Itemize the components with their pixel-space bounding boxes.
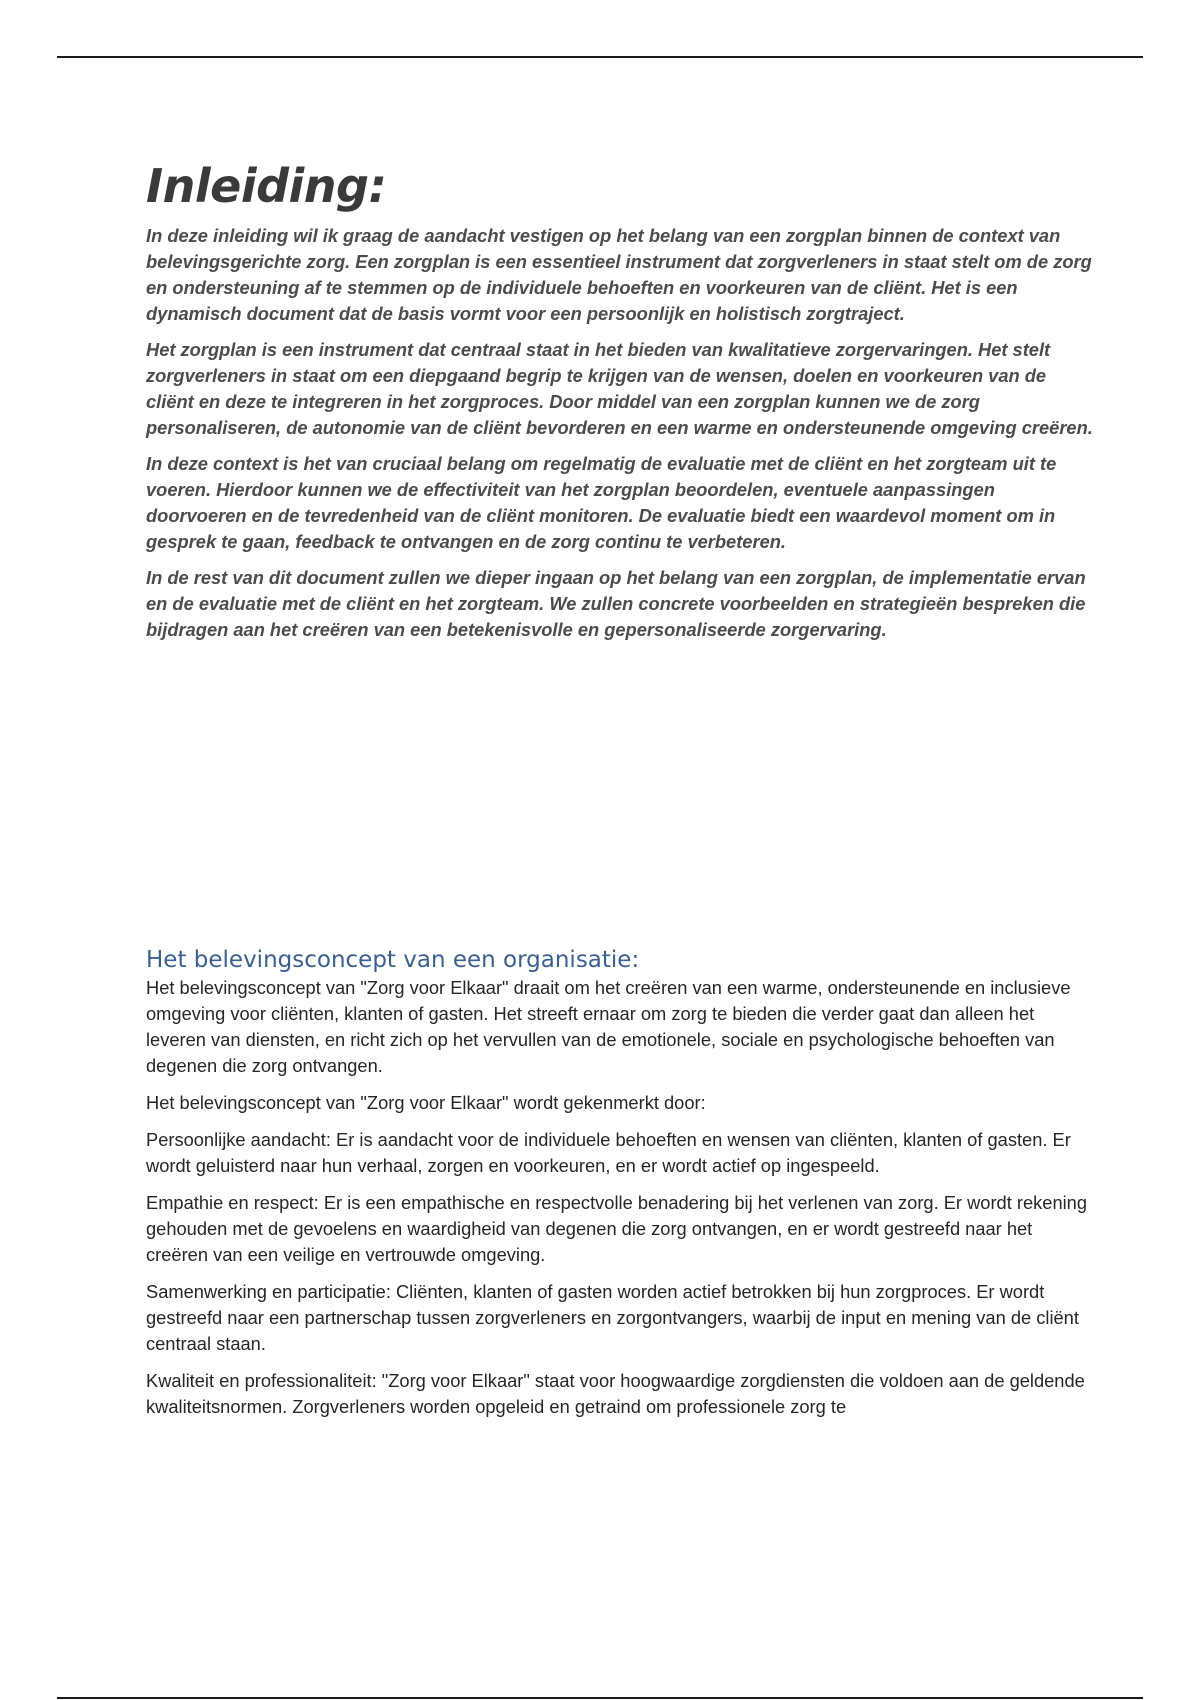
- intro-paragraph-3: In deze context is het van cruciaal belang om regelmatig de evaluatie met de cliënt en het zorgteam uit te voeren. Hierdoor kunnen we de effectiviteit van het zorgplan beoordelen, eventuele aanpassingen doorvoeren en de tevredenheid van de cliënt monitoren. De evaluatie biedt een waardevol moment om in gesprek te gaan, feedback te ontvangen en de zorg continu te verbeteren.: [146, 452, 1057, 552]
- header-rule: [57, 56, 1143, 58]
- section-paragraph-2: Het belevingsconcept van "Zorg voor Elkaar" wordt gekenmerkt door:: [146, 1092, 706, 1113]
- intro-paragraph-2: Het zorgplan is een instrument dat centraal staat in het bieden van kwalitatieve zorgervaringen. Het stelt zorgverleners in staat om een diepgaand begrip te krijgen van de wensen, doelen en voorkeuren van de cliënt en deze te integreren in het zorgproces. Door middel van een zorgplan kunnen we de zorg personaliseren, de autonomie van de cliënt bevorderen en een warme en ondersteunende omgeving creëren.: [146, 338, 1093, 438]
- section-paragraph-4: Empathie en respect: Er is een empathische en respectvolle benadering bij het verlenen van zorg. Er wordt rekening gehouden met de gevoelens en waardigheid van degenen die zorg ontvangen, en er wordt gestreefd naar het creëren van een veilige en vertrouwde omgeving.: [146, 1192, 1088, 1265]
- footer-rule: [57, 1697, 1143, 1699]
- section-paragraph-6: Kwaliteit en professionaliteit: "Zorg voor Elkaar" staat voor hoogwaardige zorgdiensten die voldoen aan de geldende kwaliteitsnormen. Zorgverleners worden opgeleid en getraind om professionele zorg te: [146, 1370, 1085, 1417]
- intro-paragraph-4: In de rest van dit document zullen we dieper ingaan op het belang van een zorgplan, de implementatie ervan en de evaluatie met de cliënt en het zorgteam. We zullen concrete voorbeelden en strategieën bespreken die bijdragen aan het creëren van een betekenisvolle en gepersonaliseerde zorgervaring.: [146, 566, 1086, 640]
- section-paragraph-3: Persoonlijke aandacht: Er is aandacht voor de individuele behoeften en wensen van cliënten, klanten of gasten. Er wordt geluisterd naar hun verhaal, zorgen en voorkeuren, en er wordt actief op ingespeeld.: [146, 1129, 1071, 1176]
- belevingsconcept-section: [146, 945, 1096, 1431]
- intro-section: [146, 160, 1096, 653]
- section-paragraph-5: Samenwerking en participatie: Cliënten, klanten of gasten worden actief betrokken bij hun zorgproces. Er wordt gestreefd naar een partnerschap tussen zorgverleners en zorgontvangers, waarbij de input en mening van de cliënt centraal staan.: [146, 1281, 1079, 1354]
- section-heading: Het belevingsconcept van een organisatie:: [146, 947, 640, 973]
- section-paragraph-1: Het belevingsconcept van "Zorg voor Elkaar" draait om het creëren van een warme, ondersteunende en inclusieve omgeving voor cliënten, klanten of gasten. Het streeft ernaar om zorg te bieden die verder gaat dan alleen het leveren van diensten, en richt zich op het vervullen van de emotionele, sociale en psychologische behoeften van degenen die zorg ontvangen.: [146, 977, 1071, 1076]
- intro-heading: Inleiding:: [146, 159, 387, 213]
- intro-paragraph-1: In deze inleiding wil ik graag de aandacht vestigen op het belang van een zorgplan binnen de context van belevingsgerichte zorg. Een zorgplan is een essentieel instrument dat zorgverleners in staat stelt om de zorg en ondersteuning af te stemmen op de individuele behoeften en voorkeuren van de cliënt. Het is een dynamisch document dat de basis vormt voor een persoonlijk en holistisch zorgtraject.: [146, 224, 1092, 324]
